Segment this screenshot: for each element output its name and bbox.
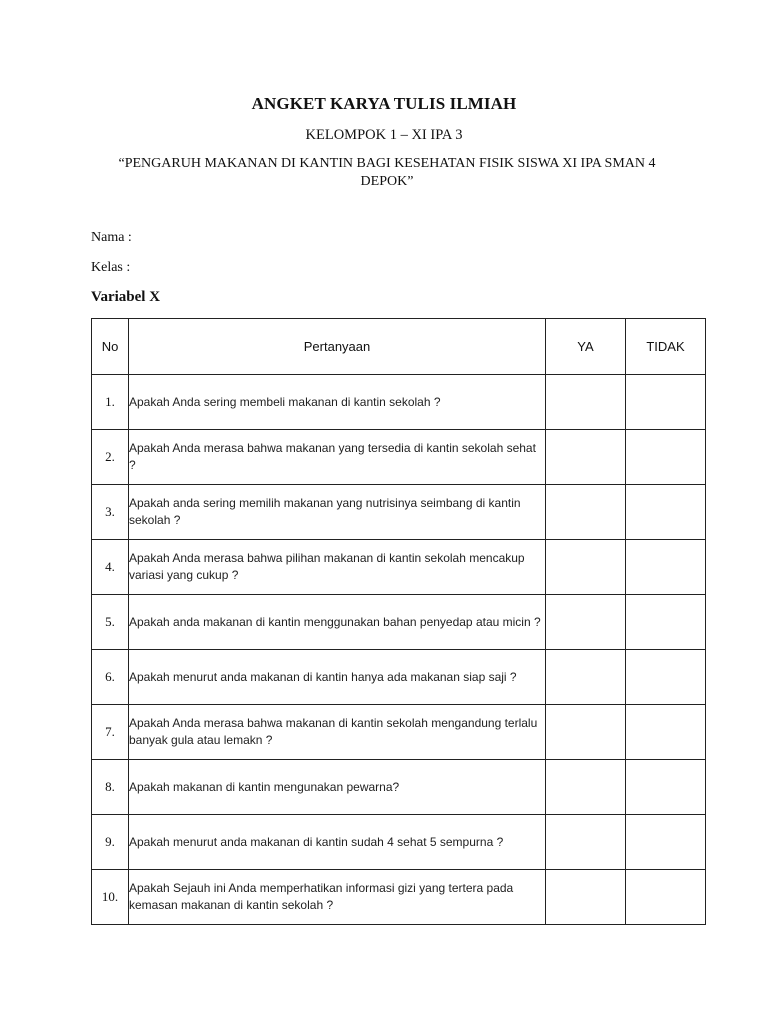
answer-cell-ya[interactable] xyxy=(546,375,626,430)
answer-cell-ya[interactable] xyxy=(546,485,626,540)
answer-cell-tidak[interactable] xyxy=(626,760,706,815)
variable-label: Variabel X xyxy=(91,289,161,305)
table-row xyxy=(92,650,706,705)
row-number: 8. xyxy=(92,760,129,815)
row-number: 6. xyxy=(92,650,129,705)
answer-cell-ya[interactable] xyxy=(546,760,626,815)
answer-cell-tidak[interactable] xyxy=(626,485,706,540)
answer-cell-tidak[interactable] xyxy=(626,870,706,925)
row-number: 4. xyxy=(92,540,129,595)
header-no-answer: TIDAK xyxy=(626,319,706,375)
answer-cell-ya[interactable] xyxy=(546,705,626,760)
table-row xyxy=(92,540,706,595)
row-number: 2. xyxy=(92,430,129,485)
answer-cell-tidak[interactable] xyxy=(626,430,706,485)
answer-cell-ya[interactable] xyxy=(546,815,626,870)
question-text: Apakah Anda sering membeli makanan di kantin sekolah ? xyxy=(129,375,546,430)
question-text: Apakah anda sering memilih makanan yang nutrisinya seimbang di kantin sekolah ? xyxy=(129,485,546,540)
questionnaire-table xyxy=(91,318,706,925)
document-title: ANGKET KARYA TULIS ILMIAH xyxy=(251,94,517,113)
table-header-row xyxy=(92,319,706,375)
question-text: Apakah Sejauh ini Anda memperhatikan informasi gizi yang tertera pada kemasan makanan di kantin sekolah ? xyxy=(129,870,546,925)
answer-cell-tidak[interactable] xyxy=(626,650,706,705)
question-text: Apakah Anda merasa bahwa makanan yang tersedia di kantin sekolah sehat ? xyxy=(129,430,546,485)
document-subtitle: KELOMPOK 1 – XI IPA 3 xyxy=(305,127,463,143)
question-text: Apakah menurut anda makanan di kantin hanya ada makanan siap saji ? xyxy=(129,650,546,705)
row-number: 10. xyxy=(92,870,129,925)
answer-cell-ya[interactable] xyxy=(546,870,626,925)
table-row xyxy=(92,430,706,485)
row-number: 1. xyxy=(92,375,129,430)
table-body xyxy=(92,375,706,925)
question-text: Apakah menurut anda makanan di kantin sudah 4 sehat 5 sempurna ? xyxy=(129,815,546,870)
answer-cell-ya[interactable] xyxy=(546,650,626,705)
nama-field-label: Nama : xyxy=(91,230,132,245)
answer-cell-ya[interactable] xyxy=(546,540,626,595)
header-yes: YA xyxy=(546,319,626,375)
header-no: No xyxy=(92,319,129,375)
question-text: Apakah makanan di kantin mengunakan pewarna? xyxy=(129,760,546,815)
answer-cell-tidak[interactable] xyxy=(626,705,706,760)
answer-cell-ya[interactable] xyxy=(546,430,626,485)
question-text: Apakah anda makanan di kantin menggunakan bahan penyedap atau micin ? xyxy=(129,595,546,650)
row-number: 9. xyxy=(92,815,129,870)
answer-cell-tidak[interactable] xyxy=(626,595,706,650)
answer-cell-ya[interactable] xyxy=(546,595,626,650)
answer-cell-tidak[interactable] xyxy=(626,375,706,430)
question-text: Apakah Anda merasa bahwa makanan di kantin sekolah mengandung terlalu banyak gula atau lemakn ? xyxy=(129,705,546,760)
header-question: Pertanyaan xyxy=(129,319,546,375)
answer-cell-tidak[interactable] xyxy=(626,815,706,870)
row-number: 5. xyxy=(92,595,129,650)
answer-cell-tidak[interactable] xyxy=(626,540,706,595)
table-row xyxy=(92,870,706,925)
table-row xyxy=(92,760,706,815)
table-row xyxy=(92,705,706,760)
row-number: 7. xyxy=(92,705,129,760)
table-row xyxy=(92,595,706,650)
table-row xyxy=(92,485,706,540)
table-row xyxy=(92,375,706,430)
question-text: Apakah Anda merasa bahwa pilihan makanan di kantin sekolah mencakup variasi yang cukup ? xyxy=(129,540,546,595)
row-number: 3. xyxy=(92,485,129,540)
kelas-field-label: Kelas : xyxy=(91,260,131,275)
research-topic: “PENGARUH MAKANAN DI KANTIN BAGI KESEHATAN FISIK SISWA XI IPA SMAN 4 DEPOK” xyxy=(118,156,656,189)
table-row xyxy=(92,815,706,870)
